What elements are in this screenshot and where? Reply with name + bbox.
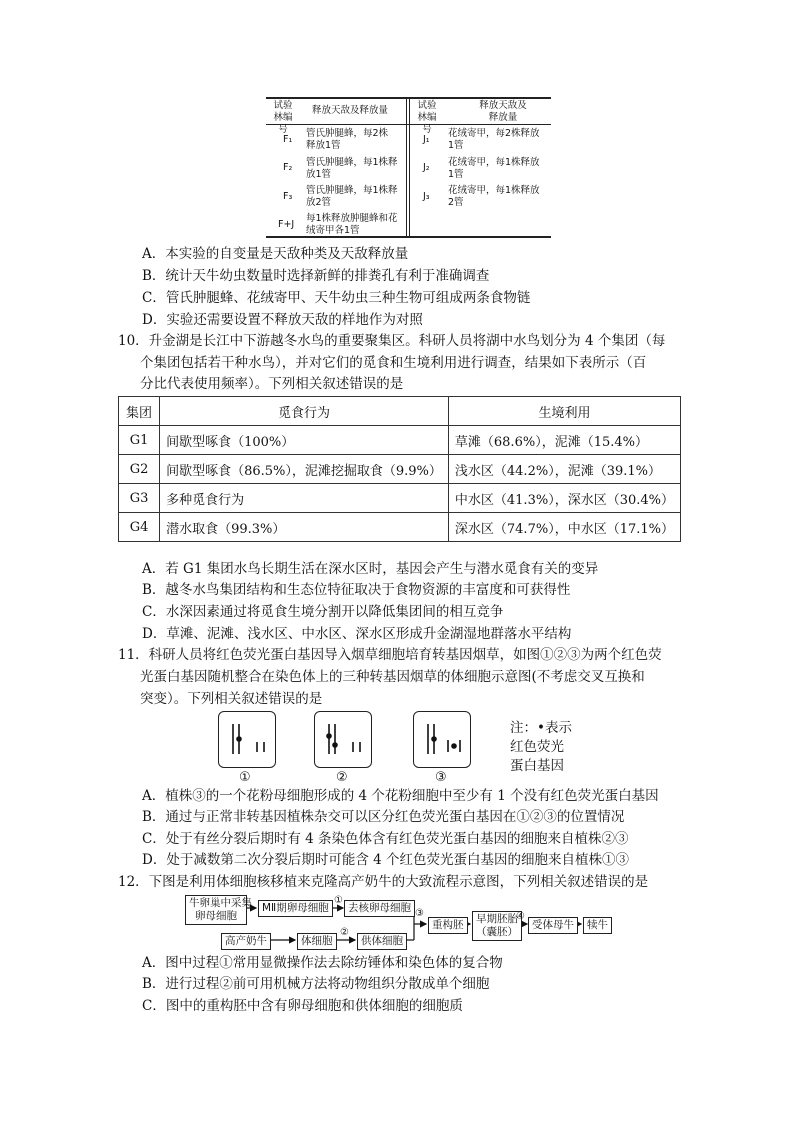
row-text: 每1株释放肿腿蜂和花 绒寄甲各1管: [306, 213, 398, 236]
q10-option-c: C．水深因素通过将觅食生境分割开以降低集团间的相互竞争: [142, 604, 504, 620]
step-label-3: ③: [415, 908, 424, 919]
row-id: J₁: [423, 134, 430, 145]
q10-option-a: A．若 G1 集团水鸟长期生活在深水区时，基因会产生与潜水觅食有关的变异: [142, 561, 599, 577]
q12-stem: 12．下图是利用体细胞核移植来克隆高产奶牛的大致流程示意图，下列相关叙述错误的是: [118, 874, 649, 890]
q10-stem-line: 分比代表使用频率）。下列相关叙述错误的是: [140, 376, 404, 392]
figure-label-3: ③: [435, 770, 447, 785]
row-text: 花绒寄甲，每2株释放 1管: [448, 128, 540, 151]
q11-option-c: C．处于有丝分裂后期时有 4 条染色体含有红色荧光蛋白基因的细胞来自植株②③: [142, 831, 629, 847]
q10-option-d: D．草滩、泥滩、浅水区、中水区、深水区形成升金湖湿地群落水平结构: [142, 626, 572, 642]
header-left-release: 释放天敌及释放量: [312, 105, 389, 116]
q12-option-c: C．图中的重构胚中含有卵母细胞和供体细胞的细胞质: [142, 998, 463, 1014]
figure-note: 注：•表示 红色荧光 蛋白基因: [510, 720, 572, 774]
flow-cow-ovary: 牛卵巢中采集 卵母细胞: [185, 895, 247, 925]
q9-option-a: A．本实验的自变量是天敌种类及天敌释放量: [142, 246, 409, 262]
row-id: F₃: [283, 191, 293, 202]
flow-high-yield-cow: 高产奶牛: [221, 933, 271, 950]
q11-stem-line: 突变）。下列相关叙述错误的是: [140, 691, 323, 707]
row-id: F+J: [278, 219, 295, 230]
q10-stem-line: 个集团包括若干种水鸟），并对它们的觅食和生境利用进行调查，结果如下表所示（百: [140, 355, 647, 371]
table-cell: G3: [119, 484, 160, 513]
row-text: 花绒寄甲，每1株释放 1管: [448, 157, 540, 180]
row-id: J₃: [423, 191, 430, 202]
q11-stem-line: 11．科研人员将红色荧光蛋白基因导入烟草细胞培育转基因烟草，如图①②③为两个红色荧: [118, 647, 662, 663]
flow-mii-oocyte: MⅡ期卵母细胞: [258, 900, 333, 917]
row-text: 管氏肿腿蜂，每1株释 放1管: [306, 157, 398, 180]
row-text: 管氏肿腿蜂，每2株 释放1管: [306, 128, 389, 151]
header-left-id: 试验林编号: [273, 100, 293, 135]
row-text: 花绒寄甲，每1株释放 2管: [448, 185, 540, 208]
table-cell: 中水区（41.3%），深水区（30.4%）: [448, 484, 680, 513]
flow-reconstructed-embryo: 重构胚: [428, 917, 468, 934]
table-cell: 间歇型啄食（100%）: [160, 426, 449, 455]
figure-label-2: ②: [336, 770, 348, 785]
step-label-2: ②: [340, 927, 349, 938]
table-cell: 深水区（74.7%），中水区（17.1%）: [448, 513, 680, 542]
row-text: 管氏肿腿蜂，每1株释 放2管: [306, 185, 398, 208]
header-cell: 集团: [119, 397, 160, 426]
table-cell: 间歇型啄食（86.5%），泥滩挖掘取食（9.9%）: [160, 455, 449, 484]
header-right-release: 释放天敌及释放量: [479, 100, 527, 123]
q11-option-d: D．处于减数第二次分裂后期时可能含 4 个红色荧光蛋白基因的细胞来自植株①③: [142, 852, 629, 868]
flow-somatic-cell: 体细胞: [297, 933, 337, 950]
q11-stem-line: 光蛋白基因随机整合在染色体上的三种转基因烟草的体细胞示意图(不考虑交叉互换和: [140, 669, 645, 685]
q9-option-d: D．实验还需要设置不释放天敌的样地作为对照: [142, 312, 423, 328]
flow-calf: 犊牛: [583, 917, 612, 934]
step-label-1: ①: [334, 895, 343, 906]
row-id: F₁: [283, 134, 293, 145]
header-right-id: 试验林编号: [417, 100, 437, 135]
table-cell: 潜水取食（99.3%）: [160, 513, 449, 542]
q11-option-a: A．植株③的一个花粉母细胞形成的 4 个花粉细胞中至少有 1 个没有红色荧光蛋白基因: [142, 788, 659, 804]
header-cell: 生境利用: [448, 397, 680, 426]
table-cell: G1: [119, 426, 160, 455]
q12-option-b: B．进行过程②前可用机械方法将动物组织分散成单个细胞: [142, 976, 490, 992]
figure-label-1: ①: [239, 770, 251, 785]
table-cell: G2: [119, 455, 160, 484]
flow-enucleated-oocyte: 去核卵母细胞: [344, 900, 415, 917]
row-id: J₂: [423, 162, 430, 173]
flow-donor-cell: 供体细胞: [357, 933, 407, 950]
header-cell: 觅食行为: [160, 397, 449, 426]
q12-option-a: A．图中过程①常用显微操作法去除纺锤体和染色体的复合物: [142, 955, 503, 971]
q9-option-b: B．统计天牛幼虫数量时选择新鲜的排粪孔有利于准确调查: [142, 268, 490, 284]
flow-early-embryo: 早期胚胎 （囊胚）: [472, 911, 522, 941]
table-cell: 浅水区（44.2%），泥滩（39.1%）: [448, 455, 680, 484]
table-cell: G4: [119, 513, 160, 542]
step-label-4: ④: [516, 911, 525, 922]
flow-recipient-cow: 受体母牛: [528, 917, 578, 934]
q11-option-b: B．通过与正常非转基因植株杂交可以区分红色荧光蛋白基因在①②③的位置情况: [142, 809, 625, 825]
q10-option-b: B．越冬水鸟集团结构和生态位特征取决于食物资源的丰富度和可获得性: [142, 582, 571, 598]
q10-stem-line: 10．升金湖是长江中下游越冬水鸟的重要聚集区。科研人员将湖中水鸟划分为 4 个集团（每: [118, 333, 666, 349]
q9-option-c: C．管氏肿腿蜂、花绒寄甲、天牛幼虫三种生物可组成两条食物链: [142, 290, 531, 306]
table-cell: 草滩（68.6%），泥滩（15.4%）: [448, 426, 680, 455]
row-id: F₂: [283, 162, 293, 173]
table-cell: 多种觅食行为: [160, 484, 449, 513]
